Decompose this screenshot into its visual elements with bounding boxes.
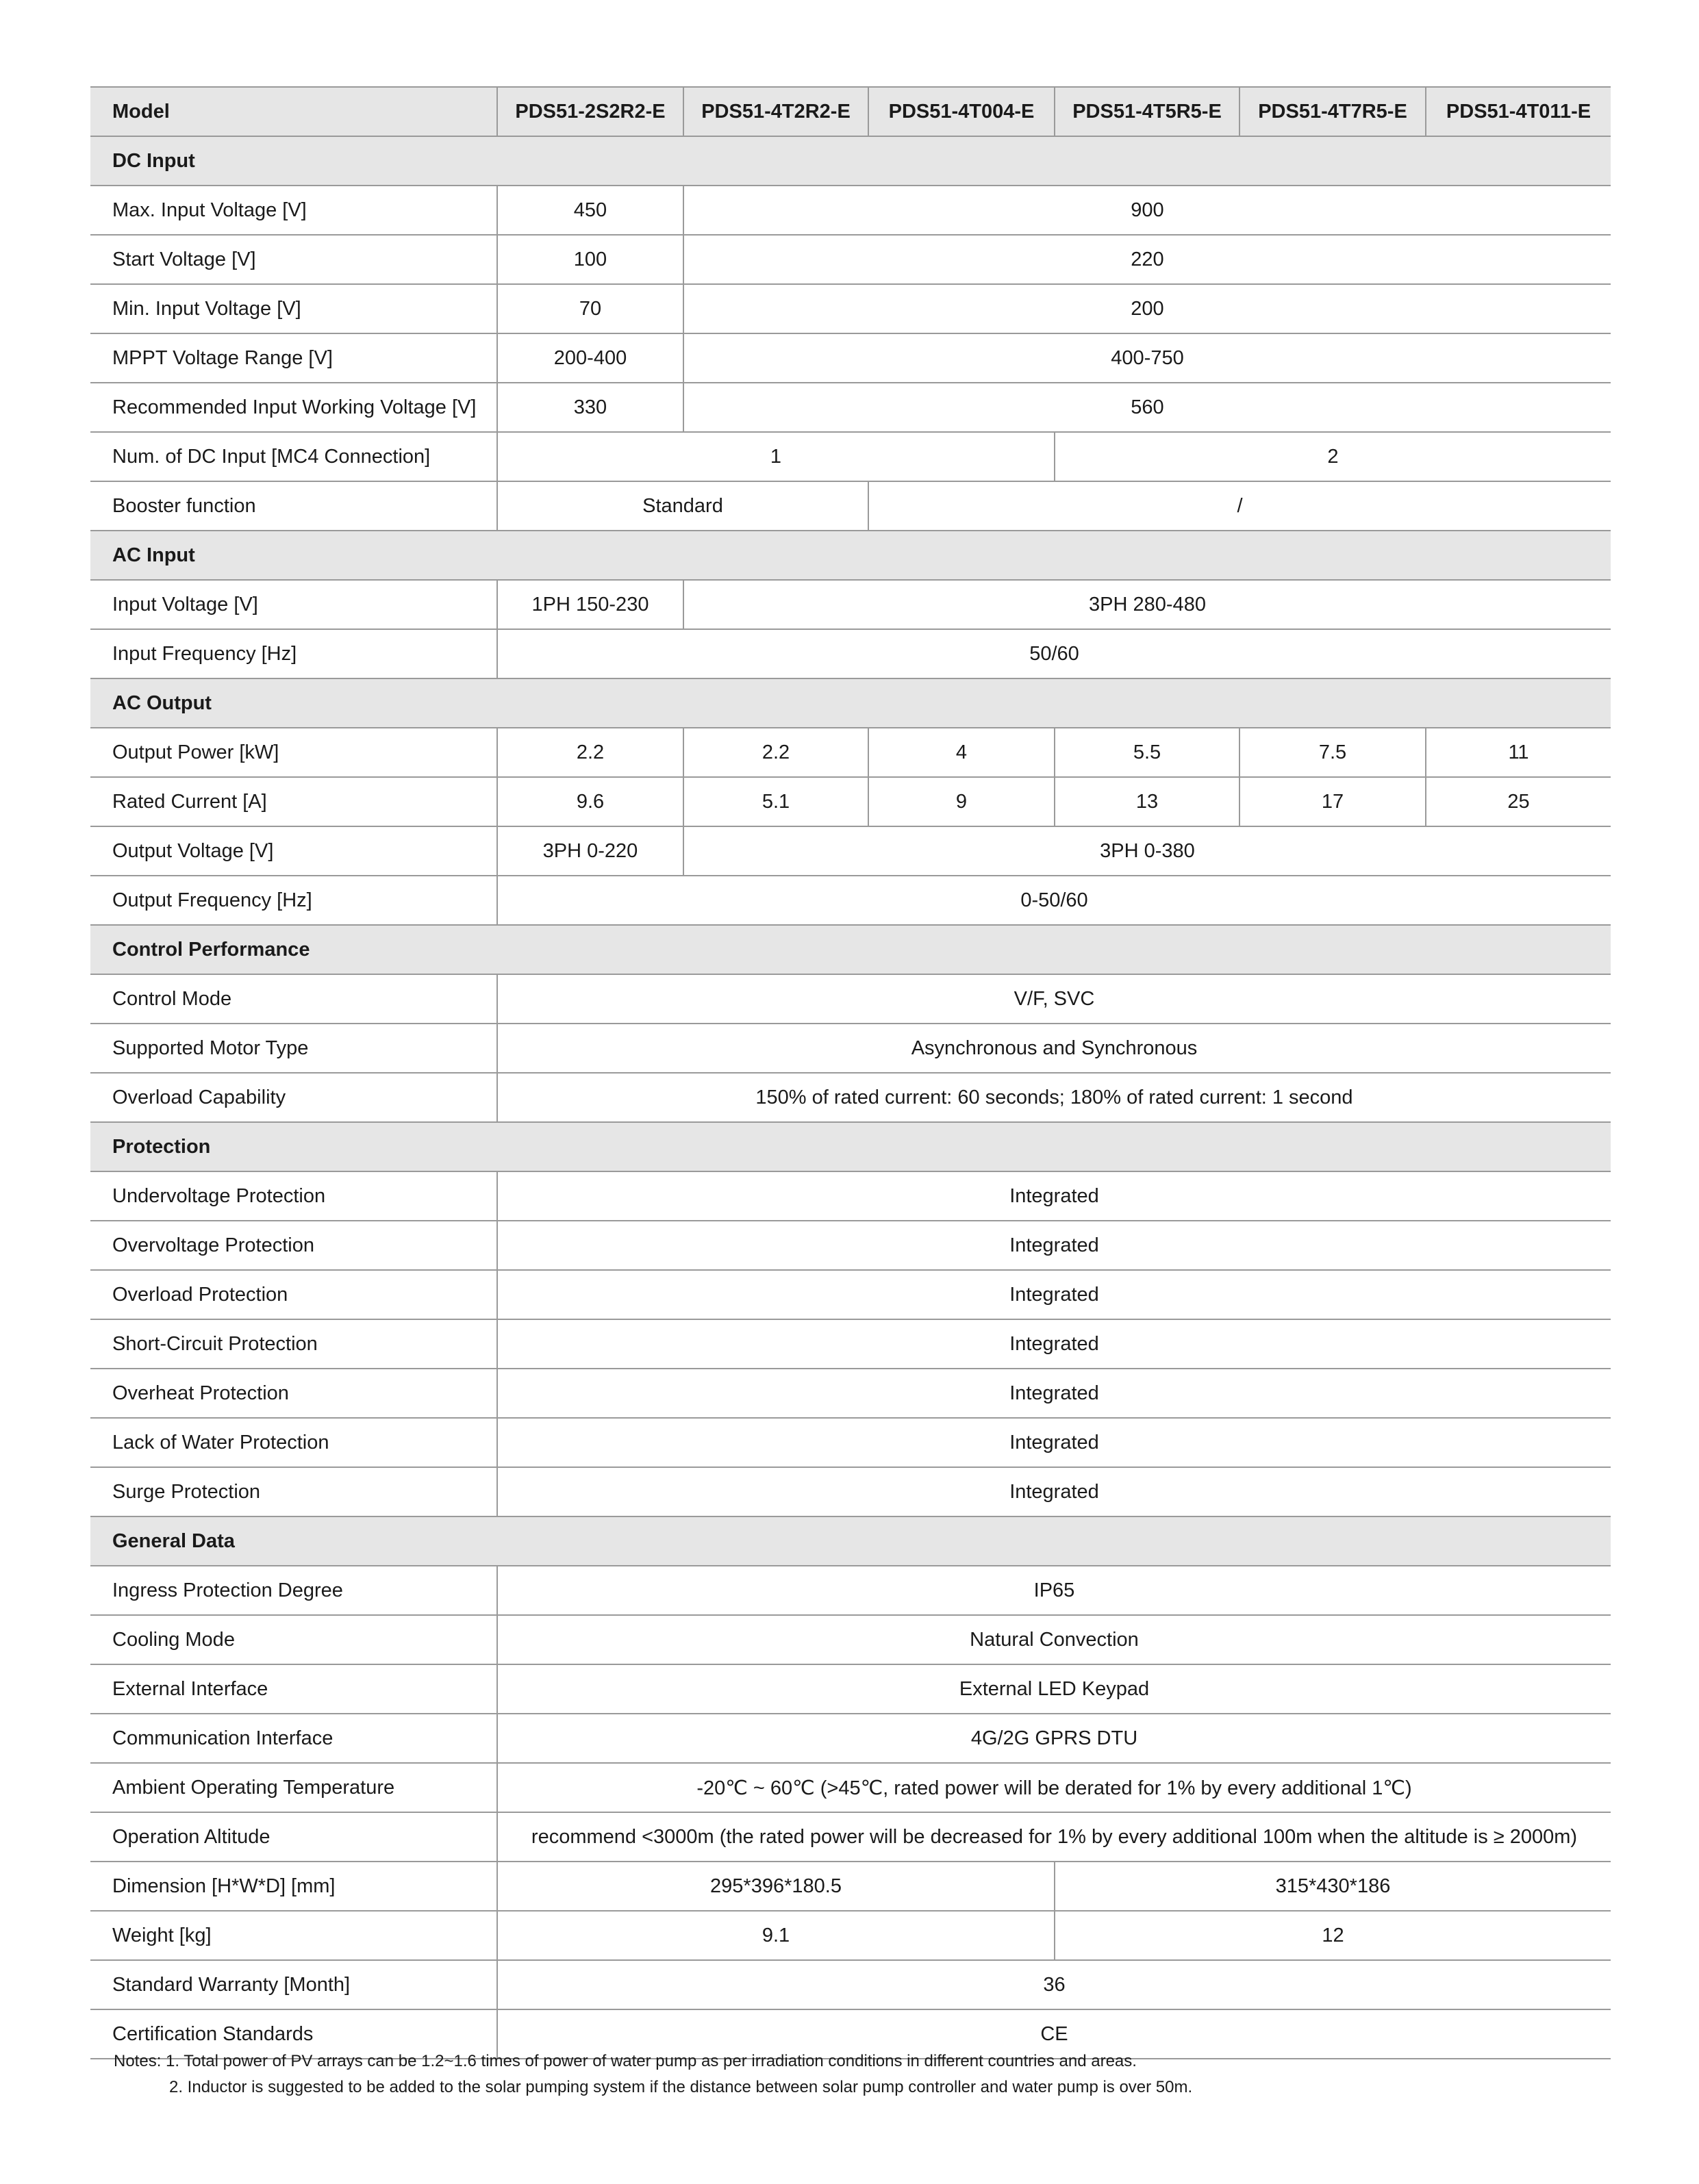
table-row xyxy=(90,1171,1611,1221)
row-label: Cooling Mode xyxy=(90,1615,497,1664)
row-label: Undervoltage Protection xyxy=(90,1171,497,1221)
row-label: Recommended Input Working Voltage [V] xyxy=(90,383,497,432)
row-label: MPPT Voltage Range [V] xyxy=(90,333,497,383)
row-value: IP65 xyxy=(497,1566,1611,1615)
table-row xyxy=(90,1369,1611,1418)
section-row xyxy=(90,925,1611,974)
row-value: 3PH 0-380 xyxy=(683,826,1611,876)
header-model-name: PDS51-4T004-E xyxy=(868,87,1055,136)
header-model-name: PDS51-2S2R2-E xyxy=(497,87,683,136)
table-row xyxy=(90,1714,1611,1763)
table-row xyxy=(90,284,1611,333)
row-value: 295*396*180.5 xyxy=(497,1862,1055,1911)
row-label: Start Voltage [V] xyxy=(90,235,497,284)
row-value: 9.6 xyxy=(497,777,683,826)
section-title: AC Output xyxy=(90,678,1611,728)
section-title: AC Input xyxy=(90,531,1611,580)
row-value: Integrated xyxy=(497,1171,1611,1221)
table-row xyxy=(90,1467,1611,1516)
row-value: 2.2 xyxy=(683,728,868,777)
notes xyxy=(114,2048,1586,2100)
spec-table xyxy=(90,86,1611,2059)
row-value: 400-750 xyxy=(683,333,1611,383)
row-label: Weight [kg] xyxy=(90,1911,497,1960)
table-row xyxy=(90,1960,1611,2009)
row-value: Natural Convection xyxy=(497,1615,1611,1664)
row-value: V/F, SVC xyxy=(497,974,1611,1024)
table-row xyxy=(90,383,1611,432)
row-value: 0-50/60 xyxy=(497,876,1611,925)
row-label: Output Frequency [Hz] xyxy=(90,876,497,925)
note-2: 2. Inductor is suggested to be added to the solar pumping system if the distance between solar pump controller and water pump is over 50m. xyxy=(169,2078,1193,2096)
row-value: 4G/2G GPRS DTU xyxy=(497,1714,1611,1763)
row-label: Overvoltage Protection xyxy=(90,1221,497,1270)
row-label: Supported Motor Type xyxy=(90,1024,497,1073)
header-model-label: Model xyxy=(90,87,497,136)
section-row xyxy=(90,1516,1611,1566)
row-value: 9.1 xyxy=(497,1911,1055,1960)
row-value: Integrated xyxy=(497,1418,1611,1467)
row-value: Standard xyxy=(497,481,868,531)
row-value: 3PH 280-480 xyxy=(683,580,1611,629)
row-value: 7.5 xyxy=(1239,728,1426,777)
row-value: Integrated xyxy=(497,1467,1611,1516)
section-title: General Data xyxy=(90,1516,1611,1566)
row-value: 5.5 xyxy=(1055,728,1239,777)
section-row xyxy=(90,531,1611,580)
table-row xyxy=(90,826,1611,876)
row-label: Ingress Protection Degree xyxy=(90,1566,497,1615)
table-row xyxy=(90,1319,1611,1369)
row-value: 50/60 xyxy=(497,629,1611,678)
table-row xyxy=(90,1073,1611,1122)
row-label: Standard Warranty [Month] xyxy=(90,1960,497,2009)
row-value: 1 xyxy=(497,432,1055,481)
table-row xyxy=(90,1812,1611,1862)
table-row xyxy=(90,876,1611,925)
header-model-name: PDS51-4T5R5-E xyxy=(1055,87,1239,136)
table-row xyxy=(90,1418,1611,1467)
header-model-name: PDS51-4T011-E xyxy=(1426,87,1611,136)
row-value: 315*430*186 xyxy=(1055,1862,1611,1911)
row-value: -20℃ ~ 60℃ (>45℃, rated power will be derated for 1% by every additional 1℃) xyxy=(497,1763,1611,1812)
row-label: Short-Circuit Protection xyxy=(90,1319,497,1369)
section-title: Protection xyxy=(90,1122,1611,1171)
row-value: CE xyxy=(497,2009,1611,2059)
row-value: 70 xyxy=(497,284,683,333)
table-header-row xyxy=(90,87,1611,136)
row-value: 9 xyxy=(868,777,1055,826)
row-value: Integrated xyxy=(497,1221,1611,1270)
row-value: 25 xyxy=(1426,777,1611,826)
row-value: External LED Keypad xyxy=(497,1664,1611,1714)
row-label: Lack of Water Protection xyxy=(90,1418,497,1467)
row-label: Input Frequency [Hz] xyxy=(90,629,497,678)
row-value: 5.1 xyxy=(683,777,868,826)
row-value: 450 xyxy=(497,186,683,235)
row-value: 220 xyxy=(683,235,1611,284)
table-row xyxy=(90,580,1611,629)
row-label: Max. Input Voltage [V] xyxy=(90,186,497,235)
row-value: 3PH 0-220 xyxy=(497,826,683,876)
row-label: Num. of DC Input [MC4 Connection] xyxy=(90,432,497,481)
row-label: Overheat Protection xyxy=(90,1369,497,1418)
row-label: Overload Capability xyxy=(90,1073,497,1122)
row-value: 200-400 xyxy=(497,333,683,383)
row-label: Output Power [kW] xyxy=(90,728,497,777)
table-row xyxy=(90,432,1611,481)
row-label: Booster function xyxy=(90,481,497,531)
section-title: Control Performance xyxy=(90,925,1611,974)
row-value: 100 xyxy=(497,235,683,284)
spec-table-container xyxy=(90,86,1611,2059)
row-label: Surge Protection xyxy=(90,1467,497,1516)
table-row xyxy=(90,1566,1611,1615)
row-value: 200 xyxy=(683,284,1611,333)
row-label: Input Voltage [V] xyxy=(90,580,497,629)
row-label: External Interface xyxy=(90,1664,497,1714)
section-row xyxy=(90,136,1611,186)
row-value: / xyxy=(868,481,1611,531)
table-row xyxy=(90,235,1611,284)
table-row xyxy=(90,481,1611,531)
row-value: recommend <3000m (the rated power will be decreased for 1% by every additional 100m when the altitude is ≥ 2000m) xyxy=(497,1812,1611,1862)
table-row xyxy=(90,1862,1611,1911)
row-label: Operation Altitude xyxy=(90,1812,497,1862)
row-label: Communication Interface xyxy=(90,1714,497,1763)
row-value: 1PH 150-230 xyxy=(497,580,683,629)
row-label: Ambient Operating Temperature xyxy=(90,1763,497,1812)
row-value: 12 xyxy=(1055,1911,1611,1960)
row-label: Overload Protection xyxy=(90,1270,497,1319)
row-value: 13 xyxy=(1055,777,1239,826)
row-label: Output Voltage [V] xyxy=(90,826,497,876)
section-title: DC Input xyxy=(90,136,1611,186)
row-value: 2.2 xyxy=(497,728,683,777)
table-row xyxy=(90,1024,1611,1073)
row-value: 560 xyxy=(683,383,1611,432)
row-value: Asynchronous and Synchronous xyxy=(497,1024,1611,1073)
table-row xyxy=(90,1221,1611,1270)
table-row xyxy=(90,333,1611,383)
table-row xyxy=(90,1763,1611,1812)
row-value: 150% of rated current: 60 seconds; 180% of rated current: 1 second xyxy=(497,1073,1611,1122)
row-value: 11 xyxy=(1426,728,1611,777)
table-row xyxy=(90,629,1611,678)
row-value: 36 xyxy=(497,1960,1611,2009)
section-row xyxy=(90,1122,1611,1171)
row-value: Integrated xyxy=(497,1369,1611,1418)
row-value: Integrated xyxy=(497,1319,1611,1369)
row-value: 4 xyxy=(868,728,1055,777)
header-model-name: PDS51-4T2R2-E xyxy=(683,87,868,136)
table-row xyxy=(90,777,1611,826)
table-row xyxy=(90,1270,1611,1319)
header-model-name: PDS51-4T7R5-E xyxy=(1239,87,1426,136)
section-row xyxy=(90,678,1611,728)
row-label: Rated Current [A] xyxy=(90,777,497,826)
table-row xyxy=(90,186,1611,235)
row-value: 17 xyxy=(1239,777,1426,826)
note-1: Notes: 1. Total power of PV arrays can be 1.2~1.6 times of power of water pump as per irradiation conditions in different countries and areas. xyxy=(114,2052,1137,2070)
row-label: Certification Standards xyxy=(90,2009,497,2059)
spec-table-body xyxy=(90,87,1611,2059)
row-label: Dimension [H*W*D] [mm] xyxy=(90,1862,497,1911)
row-label: Control Mode xyxy=(90,974,497,1024)
row-value: Integrated xyxy=(497,1270,1611,1319)
table-row xyxy=(90,1911,1611,1960)
table-row xyxy=(90,1664,1611,1714)
table-row xyxy=(90,1615,1611,1664)
row-value: 2 xyxy=(1055,432,1611,481)
row-value: 900 xyxy=(683,186,1611,235)
row-label: Min. Input Voltage [V] xyxy=(90,284,497,333)
table-row xyxy=(90,728,1611,777)
table-row xyxy=(90,974,1611,1024)
row-value: 330 xyxy=(497,383,683,432)
